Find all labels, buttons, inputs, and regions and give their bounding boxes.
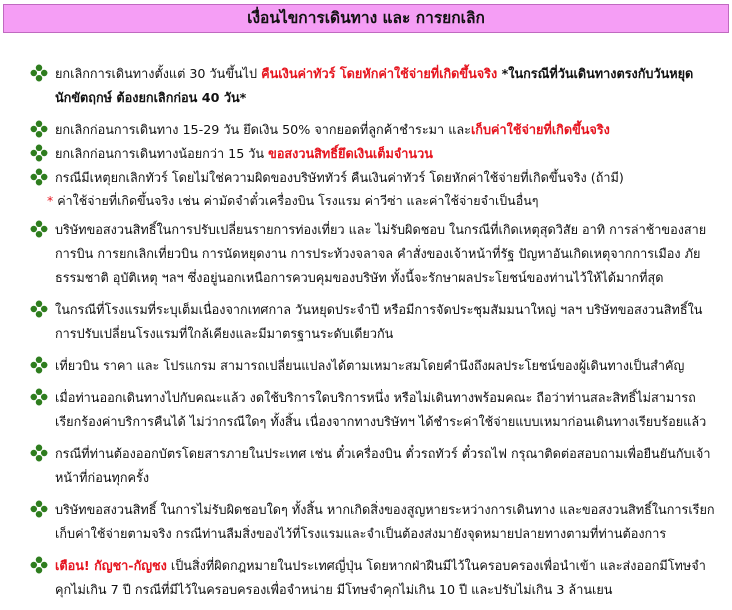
page-title: เงื่อนไขการเดินทาง และ การยกเลิก [3, 4, 729, 33]
list-item [0, 142, 732, 166]
list-item [0, 118, 732, 142]
list-item [0, 554, 732, 602]
footnote-star: * [47, 193, 54, 208]
item-text: เป็นสิ่งที่ผิดกฎหมายในประเทศญี่ปุ่น โดยหากฝ่าฝืนมีไว้ในครอบครองเพื่อนำเข้า และส่งออกมีโทษจำคุกไม่เกิน 7 ปี กรณีที่มีไว้ในครอบครองเพื่อจำหน่าย มีโทษจำคุกไม่เกิน 10 ปี และปรับไม่เกิน 3 ล้านเยน [55, 558, 706, 597]
item-highlight: ขอสงวนสิทธิ์ยึดเงินเต็มจำนวน [268, 146, 433, 161]
conditions-list [0, 62, 732, 610]
list-item [0, 498, 732, 546]
clover-diamond-bullet-icon [30, 388, 48, 406]
list-item [0, 166, 732, 190]
item-text: ในกรณีที่โรงแรมที่ระบุเต็มเนื่องจากเทศกาล วันหยุดประจำปี หรือมีการจัดประชุมสัมมนาใหญ่ ฯลฯ บริษัทขอสงวนสิทธิ์ในการปรับเปลี่ยนโรงแรมที่ใกล้เคียงและมีมาตรฐานระดับเดียวกัน [55, 302, 703, 341]
clover-diamond-bullet-icon [30, 120, 48, 138]
item-text: กรณีมีเหตุยกเลิกทัวร์ โดยไม่ใช่ความผิดของบริษัททัวร์ คืนเงินค่าทัวร์ โดยหักค่าใช้จ่ายที่เกิดขึ้นจริง (ถ้ามี) [55, 170, 624, 185]
item-text: เที่ยวบิน ราคา และ โปรแกรม สามารถเปลี่ยนแปลงได้ตามเหมาะสมโดยคำนึงถึงผลประโยชน์ของผู้เดินทางเป็นสำคัญ [55, 358, 685, 373]
item-highlight: คืนเงินค่าทัวร์ โดยหักค่าใช้จ่ายที่เกิดขึ้นจริง [261, 66, 498, 81]
list-item [0, 354, 732, 378]
item-text: บริษัทขอสงวนสิทธิ์ ในการไม่รับผิดชอบใดๆ ทั้งสิ้น หากเกิดสิ่งของสูญหายระหว่างการเดินทาง และขอสงวนสิทธิ์ในการเรียกเก็บค่าใช้จ่ายตามจริง กรณีท่านลืมสิ่งของไว้ที่โรงแรมและจำเป็นต้องส่งมายังจุดหมายปลายทางตามที่ท่านต้องการ [55, 502, 715, 541]
list-item [0, 442, 732, 490]
item-highlight: เก็บค่าใช้จ่ายที่เกิดขึ้นจริง [470, 122, 610, 137]
list-item [0, 62, 732, 110]
clover-diamond-bullet-icon [30, 500, 48, 518]
item-text: ยกเลิกก่อนการเดินทางน้อยกว่า 15 วัน [55, 146, 269, 161]
list-item [0, 386, 732, 434]
warning-label: เตือน! กัญชา-กัญชง [55, 558, 167, 573]
footnote-text: ค่าใช้จ่ายที่เกิดขึ้นจริง เช่น ค่ามัดจำตั๋วเครื่องบิน โรงแรม ค่าวีซ่า และค่าใช้จ่ายจำเป็นอื่นๆ [53, 193, 539, 208]
clover-diamond-bullet-icon [30, 300, 48, 318]
clover-diamond-bullet-icon [30, 168, 48, 186]
item-text: บริษัทขอสงวนสิทธิ์ในการปรับเปลี่ยนรายการท่องเที่ยว และ ไม่รับผิดชอบ ในกรณีที่เกิดเหตุสุดวิสัย อาทิ การล่าช้าของสายการบิน การยกเลิกเที่ยวบิน การนัดหยุดงาน การประท้วงจลาจล คำสั่งของเจ้าหน้าที่รัฐ ปัญหาอันเกิดเหตุจากการเมือง ภัยธรรมชาติ อุบัติเหตุ ฯลฯ ซึ่งอยู่นอกเหนือการควบคุมของบริษัท ทั้งนี้จะรักษาผลประโยชน์ของท่านไว้ให้ได้มากที่สุด [55, 222, 707, 285]
list-item [0, 298, 732, 346]
item-text: ยกเลิกการเดินทางตั้งแต่ 30 วันขึ้นไป [55, 66, 262, 81]
item-text: เมื่อท่านออกเดินทางไปกับคณะแล้ว งดใช้บริการใดบริการหนึ่ง หรือไม่เดินทางพร้อมคณะ ถือว่าท่านสละสิทธิ์ไม่สามารถเรียกร้องค่าบริการคืนได้ ไม่ว่ากรณีใดๆ ทั้งสิ้น เนื่องจากทางบริษัทฯ ได้ชำระค่าใช้จ่ายแบบเหมาก่อนเดินทางเรียบร้อยแล้ว [55, 390, 707, 429]
expense-footnote [0, 190, 732, 212]
clover-diamond-bullet-icon [30, 64, 48, 82]
item-text: กรณีที่ท่านต้องออกบัตรโดยสารภายในประเทศ เช่น ตั๋วเครื่องบิน ตั๋วรถทัวร์ ตั๋วรถไฟ กรุณาติดต่อสอบถามเพื่อยืนยันกับเจ้าหน้าที่ก่อนทุกครั้ง [55, 446, 711, 485]
clover-diamond-bullet-icon [30, 444, 48, 462]
clover-diamond-bullet-icon [30, 144, 48, 162]
item-text-continued: *ในกรณีที่วันเดินทางตรงกับวันหยุดนักขัตฤกษ์ ต้องยกเลิกก่อน 40 วัน* [55, 66, 694, 105]
clover-diamond-bullet-icon [30, 220, 48, 238]
list-item [0, 218, 732, 290]
clover-diamond-bullet-icon [30, 356, 48, 374]
item-text: ยกเลิกก่อนการเดินทาง 15-29 วัน ยึดเงิน 50% จากยอดที่ลูกค้าชำระมา และ [55, 122, 471, 137]
clover-diamond-bullet-icon [30, 556, 48, 574]
